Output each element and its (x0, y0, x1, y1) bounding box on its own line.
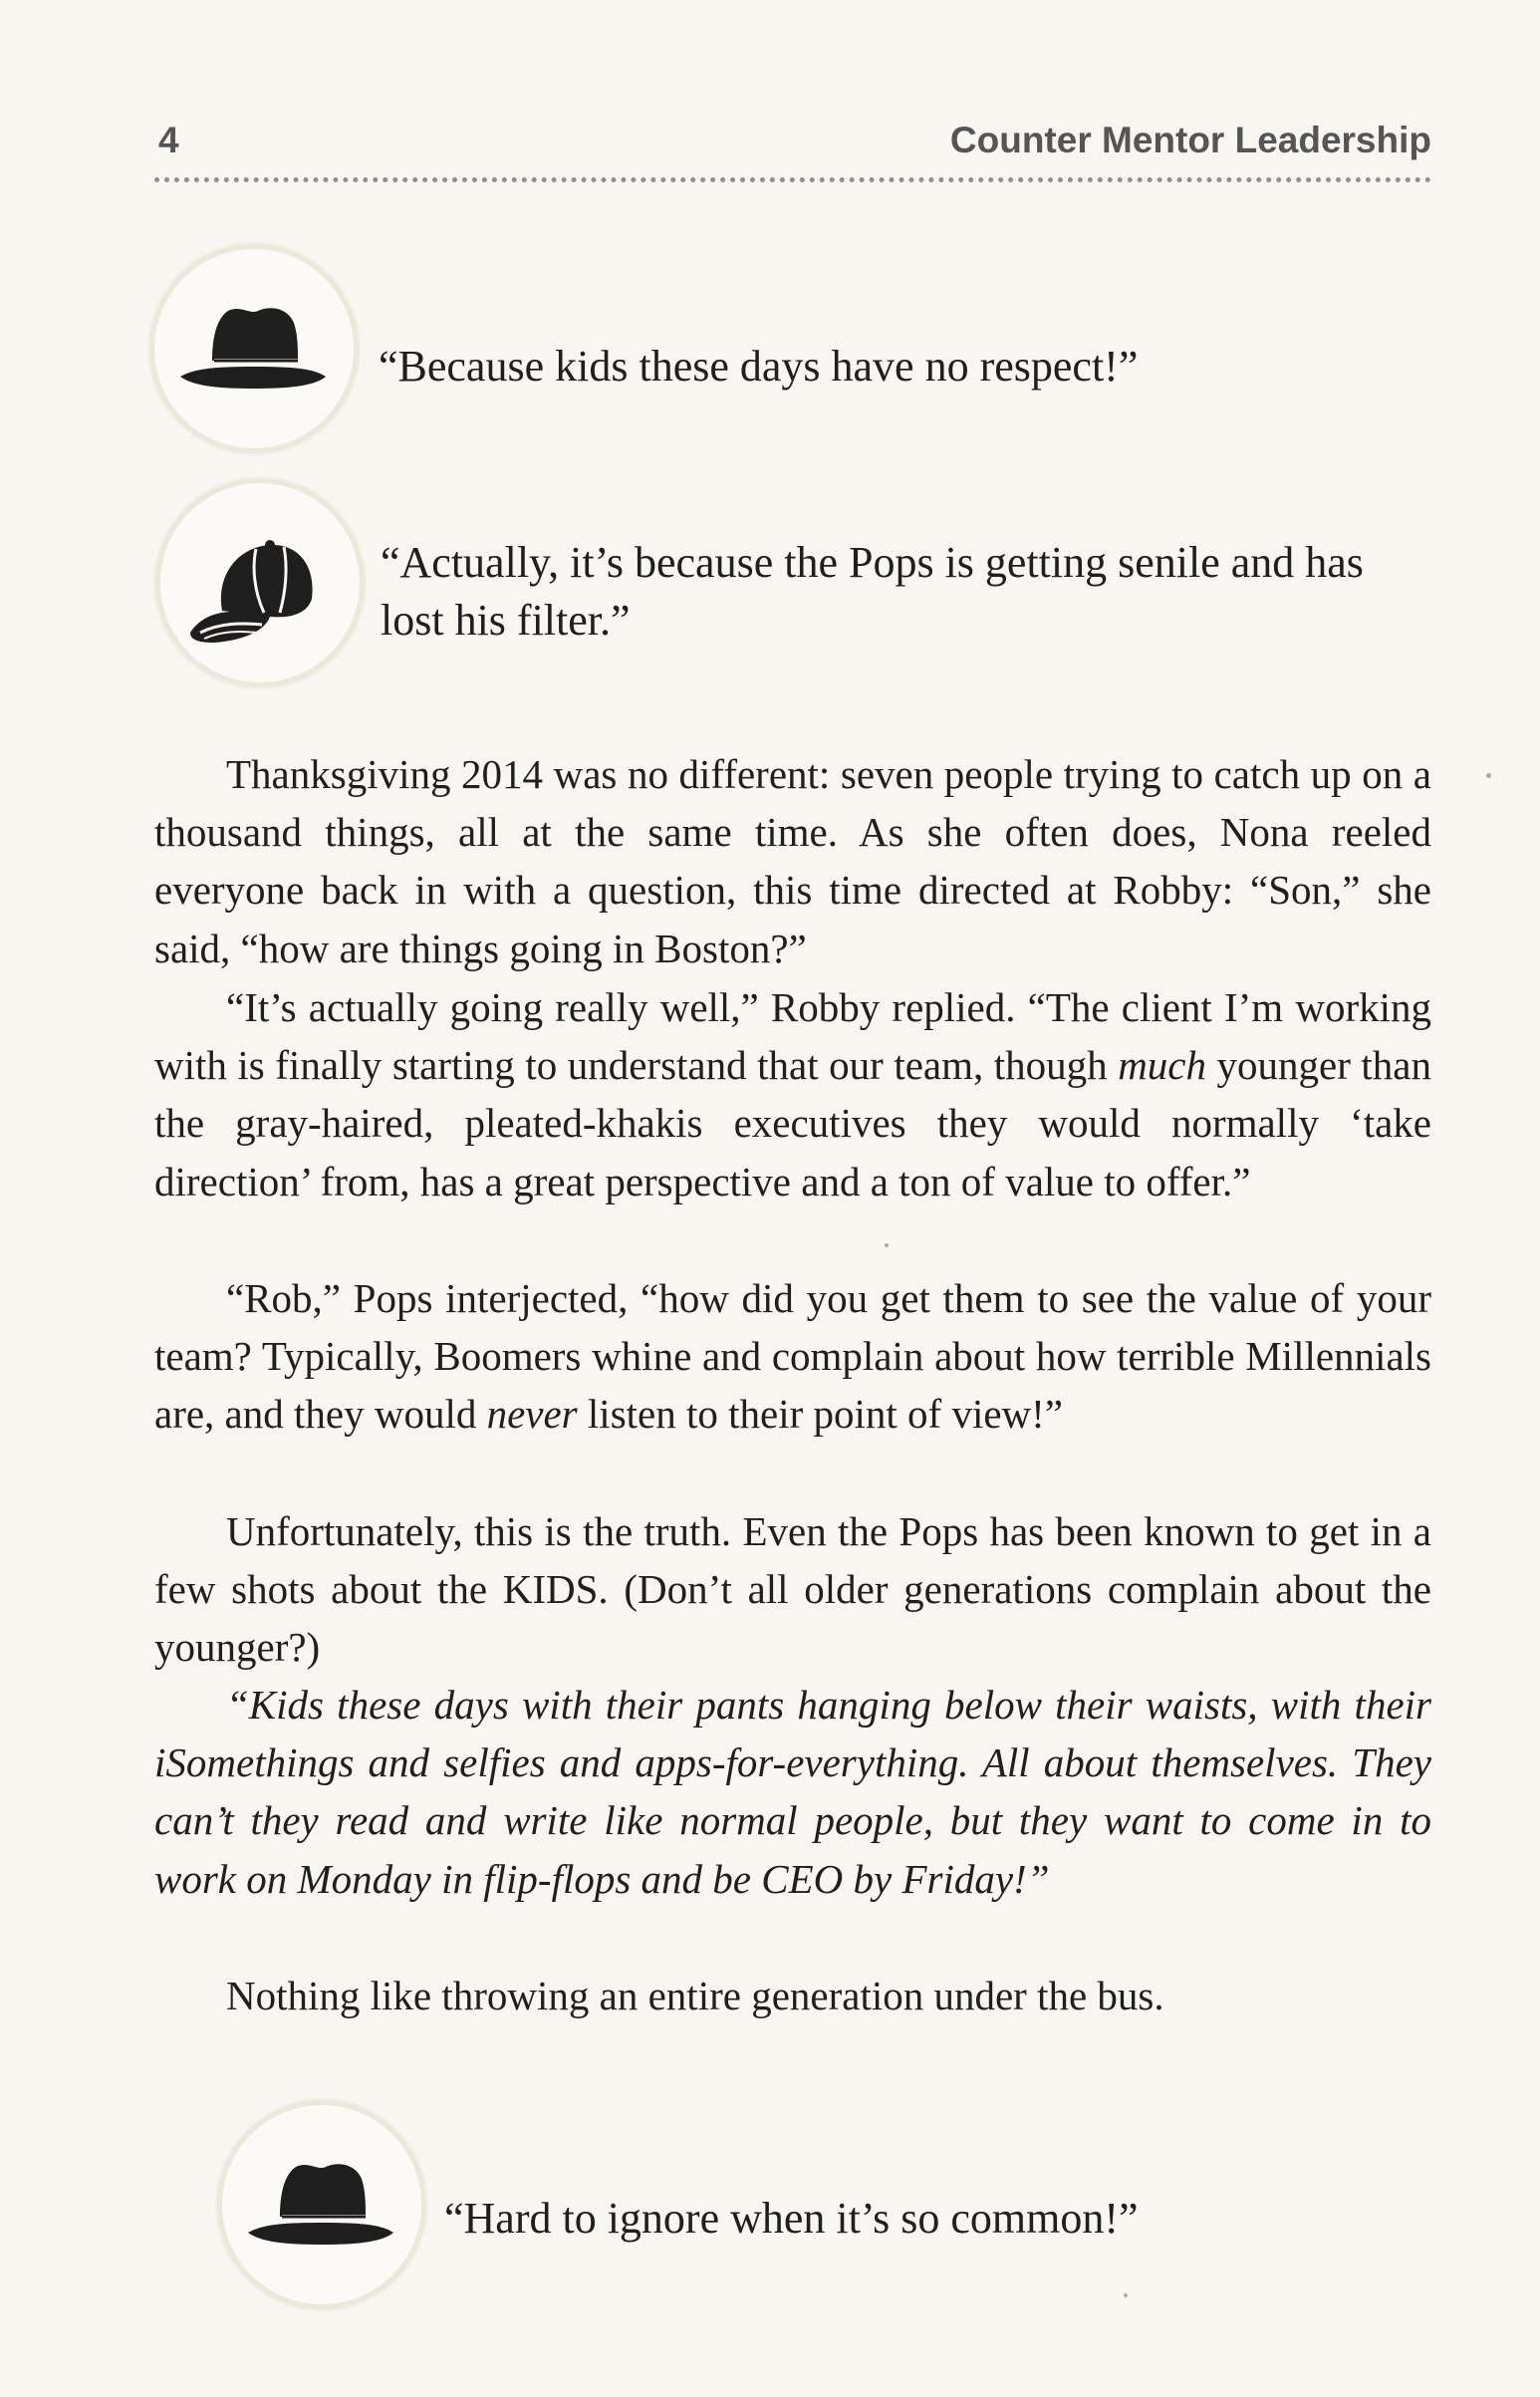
paragraph (154, 978, 1431, 1210)
emphasis-text: much (1118, 1042, 1207, 1089)
running-header (154, 112, 1431, 171)
dotted-divider (154, 177, 1431, 188)
dialogue-pops-2 (217, 2100, 1432, 2319)
quote-text: “Hard to ignore when it’s so common!” (444, 2194, 1139, 2243)
paragraph: Nothing like throwing an entire generation under the bus. (226, 1973, 1164, 2018)
fedora-badge (149, 244, 359, 453)
scan-speck (1486, 773, 1491, 778)
fedora-hat-icon (222, 2105, 421, 2304)
fedora-hat-icon (154, 249, 354, 448)
dialogue-pops-1 (149, 244, 1434, 463)
ball-cap-badge (155, 478, 365, 687)
paragraph: Thanksgiving 2014 was no different: seven people trying to catch up on a thousand things, all at the same time. As she often does, Nona reeled everyone back in with a question, this time directed at Robby: “Son,” she said, “how are things going in Boston?” (154, 751, 1431, 971)
paragraph-text: “It’s actually going really well,” Robby replied. “The client I’m working with is finally starting to understand that our team, though (154, 984, 1431, 1089)
paragraph-text: “Rob,” Pops interjected, “how did you get them to see the value of your team? Typically, Boomers whine and complain about how terrible Millennials are, and they would (154, 1275, 1431, 1438)
fedora-badge (217, 2100, 426, 2309)
quote-text: “Because kids these days have no respect!” (379, 342, 1139, 391)
paragraph-text: younger than the gray-haired, pleated-khakis executives they would normally ‘take direction’ from, has a great perspective and a ton of value to offer.” (154, 1042, 1432, 1204)
baseball-cap-icon (160, 483, 360, 682)
paragraph-text: listen to their point of view!” (587, 1391, 1063, 1438)
scan-speck (1124, 2293, 1128, 2297)
running-title: Counter Mentor Leadership (949, 120, 1431, 160)
italic-quote-paragraph: “Kids these days with their pants hanging below their waists, with their iSomethings and selfies and apps-for-everything. All about themselves. They can’t they read and write like normal people, but they want to come in to work on Monday in flip-flops and be CEO by Friday!” (154, 1682, 1431, 1902)
quote-text: “Actually, it’s because the Pops is getting senile and has lost his filter.” (381, 538, 1364, 645)
page-number: 4 (158, 120, 179, 160)
scan-speck (885, 1243, 889, 1247)
emphasis-text: never (486, 1391, 578, 1438)
paragraph (154, 1269, 1431, 1444)
paragraph: Unfortunately, this is the truth. Even the Pops has been known to get in a few shots about the KIDS. (Don’t all older generations complain about the younger?) (154, 1508, 1431, 1671)
dialogue-robby-1 (149, 478, 1434, 697)
